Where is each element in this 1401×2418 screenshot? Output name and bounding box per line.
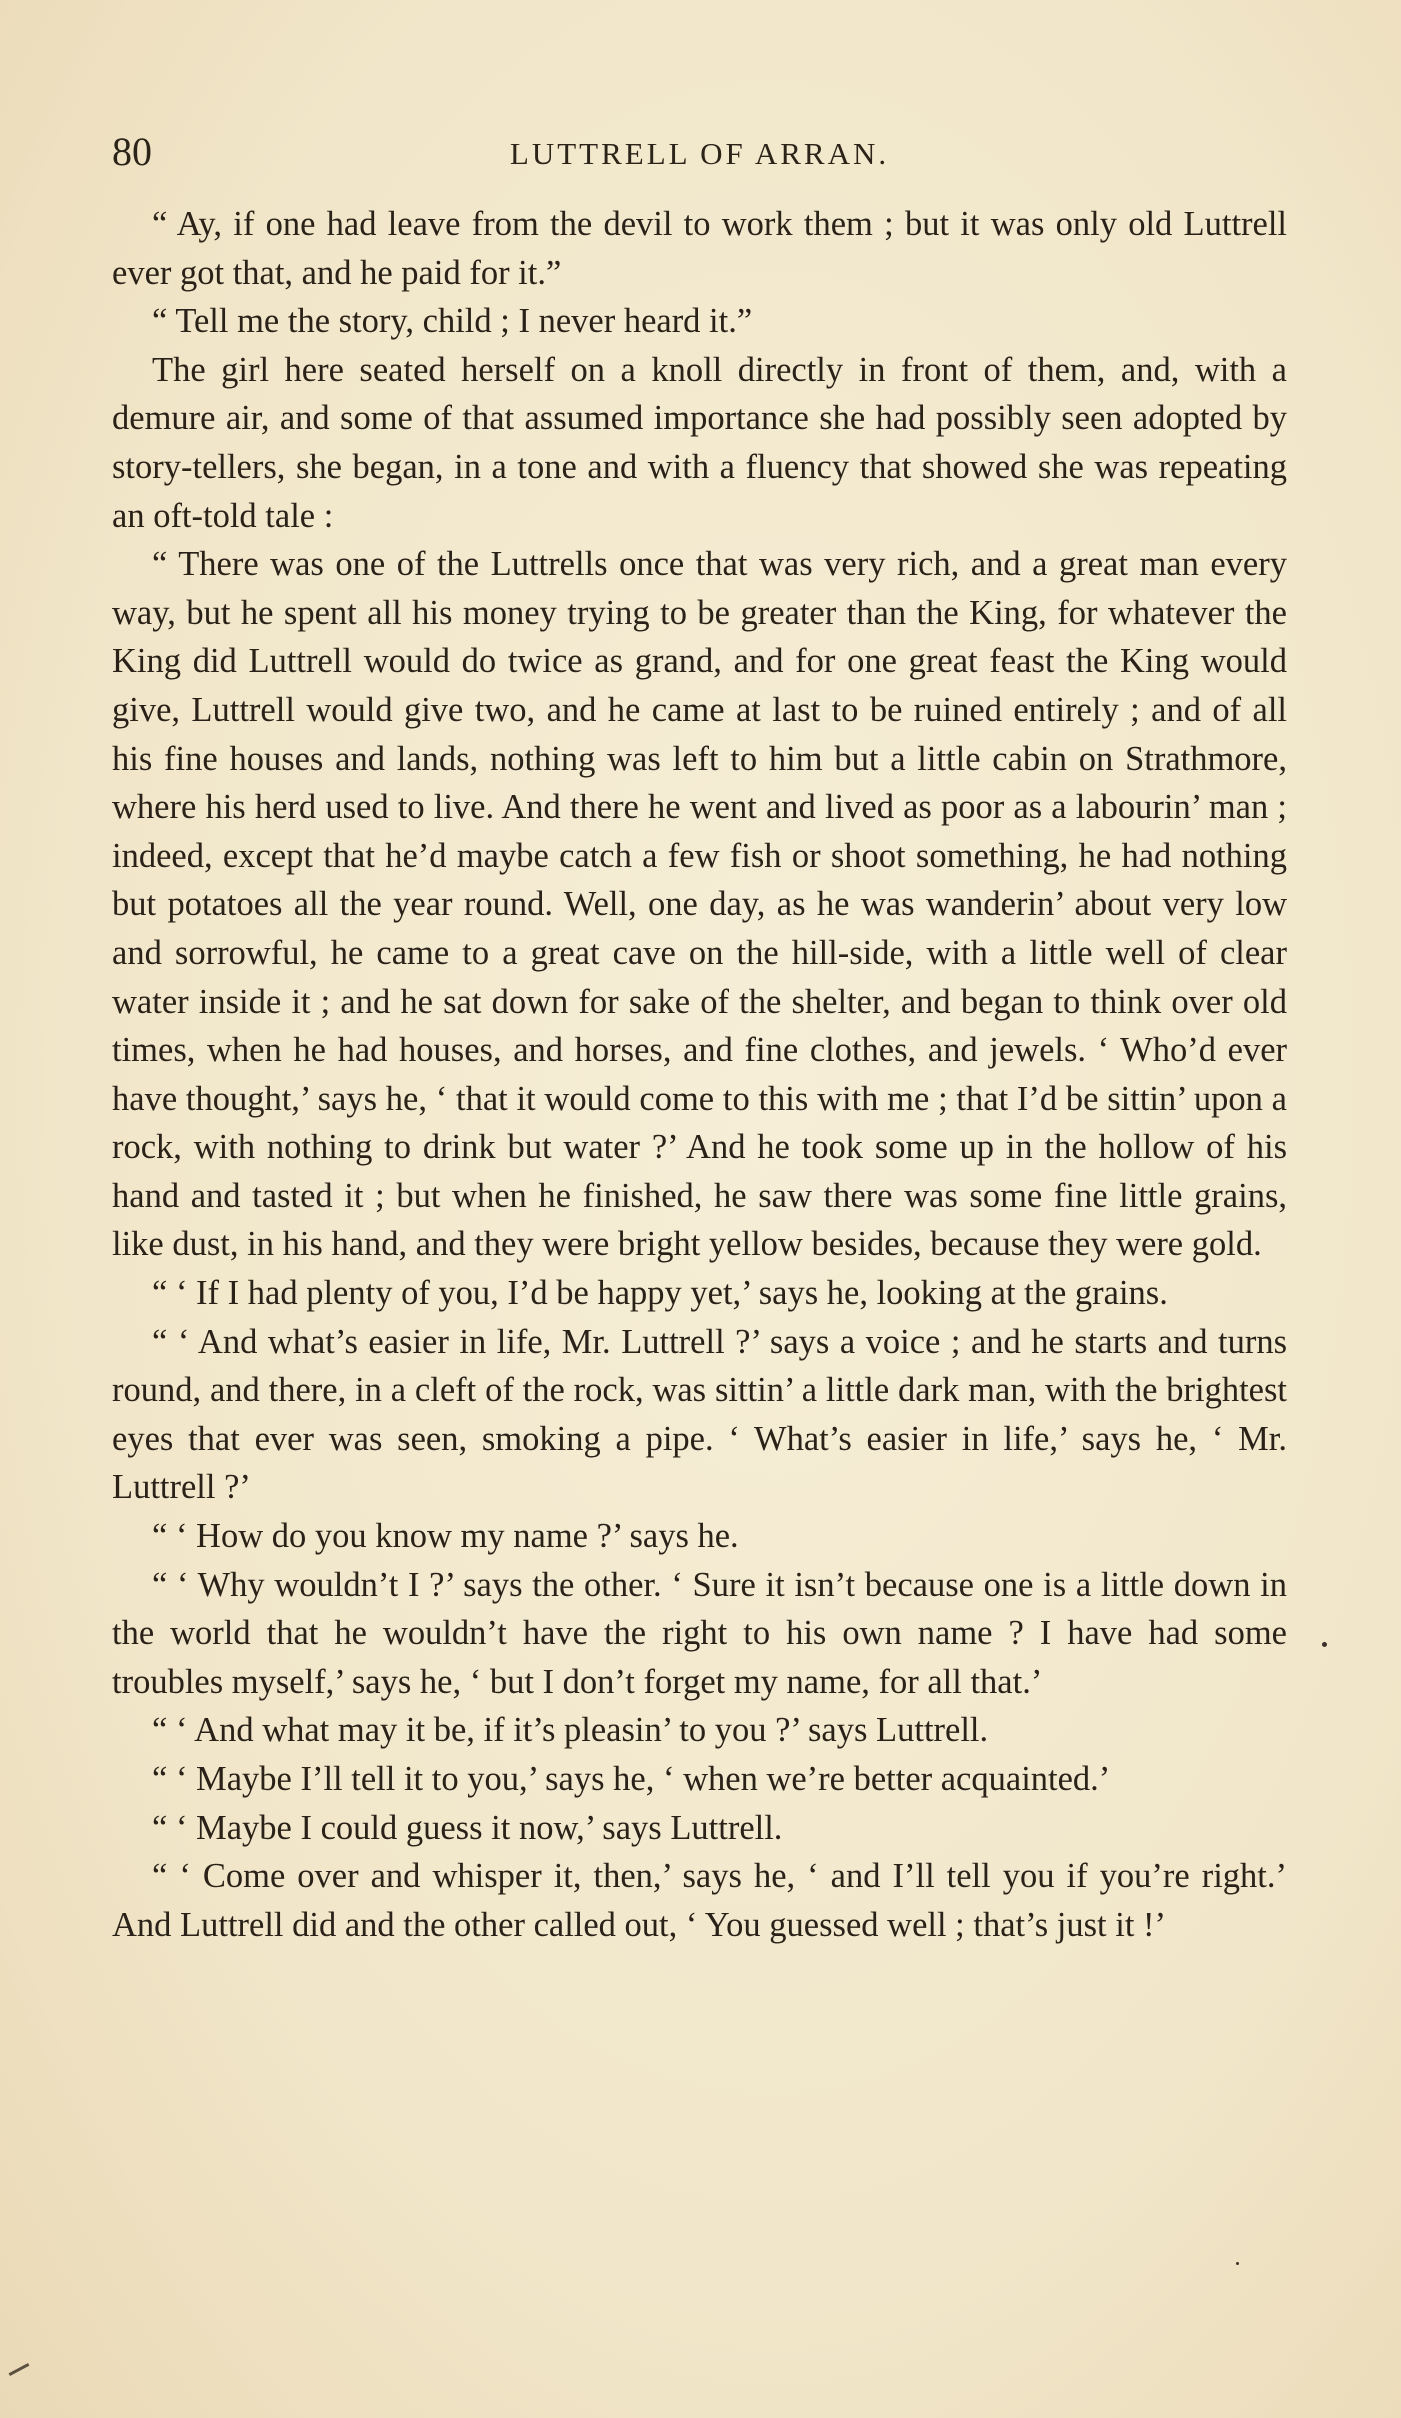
paragraph: “ ‘ Maybe I could guess it now,’ says Luttrell. bbox=[152, 1808, 783, 1847]
paragraph: “ Tell me the story, child ; I never heard it.” bbox=[152, 302, 753, 341]
paragraph: “ ‘ Come over and whisper it, then,’ says he, ‘ and I’ll tell you if you’re right.’ And Luttrell did and the other called out, ‘ You guessed well ; that’s just it !’ bbox=[112, 1857, 1287, 1944]
paragraph: “ ‘ How do you know my name ?’ says he. bbox=[152, 1517, 739, 1556]
paragraph: “ ‘ If I had plenty of you, I’d be happy yet,’ says he, looking at the grains. bbox=[152, 1274, 1168, 1313]
paragraph: “ There was one of the Luttrells once that was very rich, and a great man every way, but he spent all his money trying to be greater than the King, for whatever the King did Luttrell would do twice as grand, and for one great feast the King would give, Luttrell would give two, and he came at last to be ruined entirely ; and of all his fine houses and lands, nothing was left to him but a little cabin on Strathmore, where his herd used to live. And there he went and lived as poor as a labourin’ man ; indeed, except that he’d maybe catch a few fish or shoot something, he had nothing but potatoes all the year round. Well, one day, as he was wanderin’ about very low and sorrowful, he came to a great cave on the hill-side, with a little well of clear water inside it ; and he sat down for sake of the shelter, and began to think over old times, when he had houses, and horses, and fine clothes, and jewels. ‘ Who’d ever have thought,’ says he, ‘ that it would come to this with me ; that I’d be sittin’ upon a rock, with nothing to drink but water ?’ And he took some up in the hollow of his hand and tasted it ; but when he finished, he saw there was some fine little grains, like dust, in his hand, and they were bright yellow besides, because they were gold. bbox=[112, 545, 1287, 1264]
ink-speck bbox=[1236, 2262, 1239, 2265]
paragraph: The girl here seated herself on a knoll directly in front of them, and, with a demure air, and some of that assumed importance she had possibly seen adopted by story-tellers, she began, in a tone and with a fluency that showed she was repeating an oft-told tale : bbox=[112, 350, 1287, 535]
paragraph: “ Ay, if one had leave from the devil to work them ; but it was only old Luttrell ever got that, and he paid for it.” bbox=[112, 205, 1287, 292]
paragraph: “ ‘ And what may it be, if it’s pleasin’ to you ?’ says Luttrell. bbox=[152, 1711, 989, 1750]
paragraph: “ ‘ Maybe I’ll tell it to you,’ says he, ‘ when we’re better acquainted.’ bbox=[152, 1760, 1111, 1798]
body-text bbox=[112, 200, 1287, 1949]
running-title: LUTTRELL OF ARRAN. bbox=[509, 136, 890, 171]
paragraph: “ ‘ Why wouldn’t I ?’ says the other. ‘ Sure it isn’t because one is a little down in the world that he wouldn’t have the right to his own name ? I have had some troubles myself,’ says he, ‘ but I don’t forget my name, for all that.’ bbox=[112, 1565, 1287, 1701]
page-number: 80 bbox=[112, 129, 152, 174]
page-header bbox=[112, 118, 1287, 178]
edge-mark bbox=[9, 2363, 30, 2376]
ink-speck bbox=[1322, 1642, 1327, 1647]
paragraph: “ ‘ And what’s easier in life, Mr. Luttrell ?’ says a voice ; and he starts and turns round, and there, in a cleft of the rock, was sittin’ a little dark man, with the brightest eyes that ever was seen, smoking a pipe. ‘ What’s easier in life,’ says he, ‘ Mr. Luttrell ?’ bbox=[112, 1322, 1287, 1507]
